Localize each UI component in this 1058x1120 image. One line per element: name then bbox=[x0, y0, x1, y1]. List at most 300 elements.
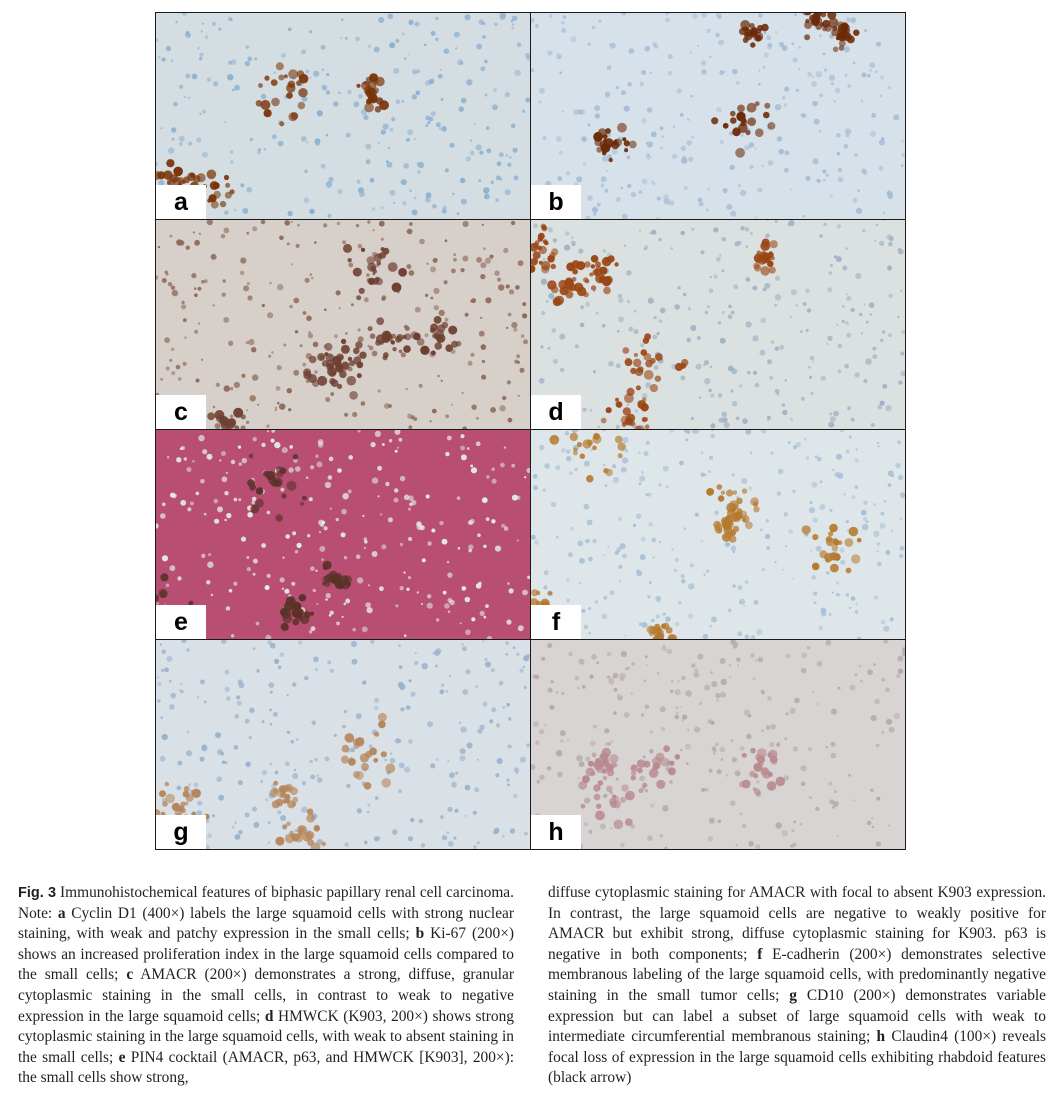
stained-cell bbox=[378, 721, 386, 729]
stained-cell bbox=[573, 447, 577, 451]
cell-nucleus bbox=[633, 524, 636, 527]
stained-cell bbox=[314, 825, 320, 831]
stained-cell bbox=[764, 103, 770, 109]
figure-panel-a bbox=[155, 12, 531, 220]
cell-nucleus bbox=[401, 352, 406, 357]
cell-nucleus bbox=[585, 539, 590, 544]
cell-nucleus bbox=[274, 659, 279, 664]
stained-cell bbox=[322, 582, 326, 586]
stained-cell bbox=[838, 540, 843, 545]
cell-nucleus bbox=[566, 599, 570, 603]
cell-nucleus bbox=[557, 772, 563, 778]
cell-nucleus bbox=[200, 757, 205, 762]
cell-nucleus bbox=[471, 467, 477, 473]
cell-nucleus bbox=[715, 743, 719, 747]
cell-nucleus bbox=[856, 448, 858, 450]
cell-nucleus bbox=[720, 747, 726, 753]
caption-segment: Claudin4 (100×) reveals focal loss of expression in the large squamoid cells exhibiting rhabdoid features (black arrow) bbox=[548, 1028, 1046, 1087]
cell-nucleus bbox=[388, 14, 394, 20]
cell-nucleus bbox=[870, 789, 873, 792]
cell-nucleus bbox=[462, 256, 468, 262]
cell-nucleus bbox=[433, 288, 439, 294]
stained-cell bbox=[241, 414, 246, 419]
cell-nucleus bbox=[415, 22, 420, 27]
cell-nucleus bbox=[178, 761, 183, 766]
cell-nucleus bbox=[819, 626, 823, 630]
cell-nucleus bbox=[262, 720, 265, 723]
cell-nucleus bbox=[831, 82, 834, 85]
cell-nucleus bbox=[523, 339, 528, 344]
stained-cell bbox=[822, 27, 827, 32]
cell-nucleus bbox=[812, 76, 814, 78]
cell-nucleus bbox=[830, 194, 833, 197]
stained-cell bbox=[849, 527, 859, 537]
cell-nucleus bbox=[204, 513, 207, 516]
cell-nucleus bbox=[792, 843, 796, 847]
cell-nucleus bbox=[217, 506, 223, 512]
cell-nucleus bbox=[325, 397, 330, 402]
stained-cell bbox=[650, 384, 658, 392]
cell-nucleus bbox=[738, 184, 740, 186]
stained-cell bbox=[184, 802, 188, 806]
cell-nucleus bbox=[736, 844, 738, 846]
cell-nucleus bbox=[742, 418, 748, 424]
cell-nucleus bbox=[447, 436, 452, 441]
cell-nucleus bbox=[520, 757, 526, 763]
cell-nucleus bbox=[224, 519, 226, 521]
figure-panel-h bbox=[530, 639, 906, 850]
cell-nucleus bbox=[793, 445, 797, 449]
cell-nucleus bbox=[676, 712, 678, 714]
cell-nucleus bbox=[419, 384, 423, 388]
stained-cell bbox=[339, 371, 347, 379]
cell-nucleus bbox=[453, 258, 457, 262]
cell-nucleus bbox=[242, 458, 247, 463]
cell-nucleus bbox=[496, 175, 501, 180]
cell-nucleus bbox=[827, 336, 832, 341]
cell-nucleus bbox=[342, 616, 344, 618]
cell-nucleus bbox=[647, 153, 650, 156]
stained-cell bbox=[605, 128, 611, 134]
cell-nucleus bbox=[253, 822, 259, 828]
cell-nucleus bbox=[811, 392, 814, 395]
cell-nucleus bbox=[218, 28, 221, 31]
cell-nucleus bbox=[584, 461, 590, 467]
cell-nucleus bbox=[475, 685, 478, 688]
cell-nucleus bbox=[539, 775, 544, 780]
cell-nucleus bbox=[814, 119, 820, 125]
cell-nucleus bbox=[777, 742, 780, 745]
cell-nucleus bbox=[653, 539, 655, 541]
cell-nucleus bbox=[877, 445, 879, 447]
cell-nucleus bbox=[639, 476, 645, 482]
cell-nucleus bbox=[330, 392, 334, 396]
stained-cell bbox=[761, 767, 769, 775]
cell-nucleus bbox=[828, 422, 834, 428]
cell-nucleus bbox=[308, 331, 311, 334]
cell-nucleus bbox=[238, 830, 243, 835]
cell-nucleus bbox=[830, 416, 836, 422]
cell-nucleus bbox=[647, 835, 653, 841]
stained-cell bbox=[537, 246, 542, 251]
stained-cell bbox=[611, 141, 619, 149]
cell-nucleus bbox=[162, 555, 168, 561]
cell-nucleus bbox=[665, 616, 671, 622]
cell-nucleus bbox=[801, 397, 805, 401]
cell-nucleus bbox=[718, 40, 724, 46]
cell-nucleus bbox=[847, 84, 851, 88]
cell-nucleus bbox=[329, 457, 334, 462]
cell-nucleus bbox=[481, 375, 486, 380]
cell-nucleus bbox=[482, 224, 484, 226]
cell-nucleus bbox=[627, 404, 629, 406]
cell-nucleus bbox=[460, 748, 466, 754]
cell-nucleus bbox=[879, 241, 884, 246]
cell-nucleus bbox=[836, 582, 839, 585]
cell-nucleus bbox=[238, 679, 243, 684]
cell-nucleus bbox=[433, 258, 438, 263]
cell-nucleus bbox=[427, 594, 431, 598]
cell-nucleus bbox=[687, 338, 691, 342]
stained-cell bbox=[276, 470, 283, 477]
cell-nucleus bbox=[400, 707, 404, 711]
cell-nucleus bbox=[287, 731, 290, 734]
cell-nucleus bbox=[713, 753, 715, 755]
cell-nucleus bbox=[309, 630, 312, 633]
cell-nucleus bbox=[733, 642, 739, 648]
cell-nucleus bbox=[692, 13, 697, 18]
cell-nucleus bbox=[624, 106, 630, 112]
cell-nucleus bbox=[251, 347, 256, 352]
cell-nucleus bbox=[589, 675, 593, 679]
cell-nucleus bbox=[511, 322, 517, 328]
stained-cell bbox=[595, 811, 605, 821]
cell-nucleus bbox=[731, 389, 734, 392]
cell-nucleus bbox=[207, 833, 212, 838]
stained-cell bbox=[769, 251, 773, 255]
stained-cell bbox=[224, 175, 229, 180]
stained-cell bbox=[404, 333, 411, 340]
cell-nucleus bbox=[800, 765, 806, 771]
cell-nucleus bbox=[218, 795, 224, 801]
figure-panel-b bbox=[530, 12, 906, 220]
cell-nucleus bbox=[659, 319, 663, 323]
cell-nucleus bbox=[326, 181, 332, 187]
stained-cell bbox=[306, 814, 315, 823]
cell-nucleus bbox=[483, 187, 489, 193]
cell-nucleus bbox=[476, 257, 482, 263]
cell-nucleus bbox=[674, 569, 677, 572]
cell-nucleus bbox=[253, 647, 256, 650]
cell-nucleus bbox=[551, 680, 554, 683]
cell-nucleus bbox=[235, 822, 237, 824]
stained-cell bbox=[285, 834, 295, 844]
cell-nucleus bbox=[230, 387, 233, 390]
stained-cell bbox=[381, 751, 387, 757]
cell-nucleus bbox=[506, 620, 511, 625]
stained-cell bbox=[726, 489, 733, 496]
stained-cell bbox=[430, 328, 436, 334]
figure-panel-e bbox=[155, 429, 531, 640]
cell-nucleus bbox=[160, 127, 162, 129]
cell-nucleus bbox=[690, 51, 692, 53]
cell-nucleus bbox=[877, 542, 880, 545]
cell-nucleus bbox=[310, 465, 314, 469]
cell-nucleus bbox=[267, 574, 271, 578]
cell-nucleus bbox=[224, 385, 230, 391]
cell-nucleus bbox=[501, 524, 505, 528]
cell-nucleus bbox=[415, 307, 421, 313]
cell-nucleus bbox=[162, 734, 168, 740]
cell-nucleus bbox=[721, 679, 727, 685]
cell-nucleus bbox=[746, 734, 751, 739]
cell-nucleus bbox=[788, 441, 791, 444]
cell-nucleus bbox=[292, 773, 298, 779]
cell-nucleus bbox=[404, 325, 408, 329]
cell-nucleus bbox=[171, 127, 176, 132]
cell-nucleus bbox=[578, 249, 583, 254]
stained-cell bbox=[603, 776, 608, 781]
cell-nucleus bbox=[731, 473, 735, 477]
cell-nucleus bbox=[333, 101, 338, 106]
cell-nucleus bbox=[505, 653, 508, 656]
stained-cell bbox=[378, 713, 387, 722]
stained-cell bbox=[281, 623, 289, 631]
cell-nucleus bbox=[447, 561, 449, 563]
cell-nucleus bbox=[482, 22, 485, 25]
cell-nucleus bbox=[513, 794, 517, 798]
stained-cell bbox=[375, 106, 382, 113]
cell-nucleus bbox=[541, 657, 545, 661]
cell-nucleus bbox=[494, 23, 498, 27]
cell-nucleus bbox=[416, 91, 421, 96]
cell-nucleus bbox=[284, 220, 290, 226]
cell-nucleus bbox=[430, 297, 433, 300]
cell-nucleus bbox=[662, 805, 668, 811]
cell-nucleus bbox=[901, 496, 903, 498]
cell-nucleus bbox=[701, 788, 705, 792]
cell-nucleus bbox=[709, 56, 711, 58]
cell-nucleus bbox=[782, 830, 788, 836]
stained-cell bbox=[637, 759, 646, 768]
cell-nucleus bbox=[450, 143, 455, 148]
cell-nucleus bbox=[788, 224, 791, 227]
stained-cell bbox=[838, 32, 847, 41]
cell-nucleus bbox=[535, 24, 539, 28]
cell-nucleus bbox=[246, 187, 252, 193]
cell-nucleus bbox=[388, 517, 393, 522]
cell-nucleus bbox=[855, 610, 859, 614]
cell-nucleus bbox=[793, 746, 798, 751]
panel-label-b: b bbox=[531, 185, 581, 219]
cell-nucleus bbox=[470, 139, 472, 141]
cell-nucleus bbox=[790, 316, 792, 318]
stained-cell bbox=[711, 117, 718, 124]
stained-cell bbox=[342, 362, 349, 369]
cell-nucleus bbox=[515, 285, 520, 290]
cell-nucleus bbox=[732, 584, 736, 588]
cell-nucleus bbox=[721, 758, 724, 761]
cell-nucleus bbox=[356, 713, 362, 719]
cell-nucleus bbox=[872, 354, 877, 359]
stained-cell bbox=[577, 442, 582, 447]
cell-nucleus bbox=[212, 814, 215, 817]
cell-nucleus bbox=[484, 658, 487, 661]
stained-cell bbox=[165, 782, 170, 787]
cell-nucleus bbox=[893, 114, 899, 120]
cell-nucleus bbox=[470, 151, 474, 155]
cell-nucleus bbox=[301, 52, 303, 54]
stained-cell bbox=[303, 371, 311, 379]
cell-nucleus bbox=[390, 752, 393, 755]
cell-nucleus bbox=[358, 329, 361, 332]
cell-nucleus bbox=[212, 22, 216, 26]
cell-nucleus bbox=[758, 657, 763, 662]
cell-nucleus bbox=[171, 59, 174, 62]
cell-nucleus bbox=[336, 622, 340, 626]
caption-segment: Cyclin D1 (400×) labels the large squamoid cells with strong nuclear staining, with weak and patchy expression in the small cells; bbox=[18, 904, 514, 943]
cell-nucleus bbox=[546, 300, 549, 303]
cell-nucleus bbox=[588, 607, 591, 610]
cell-nucleus bbox=[631, 662, 635, 666]
cell-nucleus bbox=[647, 595, 650, 598]
cell-nucleus bbox=[267, 430, 269, 432]
cell-nucleus bbox=[715, 693, 720, 698]
cell-nucleus bbox=[234, 498, 238, 502]
cell-nucleus bbox=[483, 545, 486, 548]
cell-nucleus bbox=[283, 344, 286, 347]
stained-cell bbox=[288, 112, 297, 121]
cell-nucleus bbox=[224, 210, 228, 214]
cell-nucleus bbox=[675, 689, 681, 695]
cell-nucleus bbox=[886, 234, 891, 239]
cell-nucleus bbox=[588, 43, 591, 46]
cell-nucleus bbox=[561, 692, 564, 695]
stained-cell bbox=[833, 26, 837, 30]
cell-nucleus bbox=[291, 263, 293, 265]
stained-cell bbox=[641, 349, 648, 356]
stained-cell bbox=[566, 262, 575, 271]
stained-cell bbox=[586, 768, 595, 777]
cell-nucleus bbox=[579, 558, 585, 564]
cell-nucleus bbox=[231, 460, 235, 464]
cell-nucleus bbox=[588, 557, 593, 562]
cell-nucleus bbox=[460, 446, 465, 451]
cell-nucleus bbox=[364, 297, 369, 302]
cell-nucleus bbox=[650, 72, 652, 74]
cell-nucleus bbox=[885, 550, 890, 555]
cell-nucleus bbox=[429, 79, 434, 84]
cell-nucleus bbox=[862, 524, 868, 530]
cell-nucleus bbox=[430, 266, 436, 272]
cell-nucleus bbox=[465, 597, 471, 603]
cell-nucleus bbox=[556, 691, 559, 694]
stained-cell bbox=[551, 248, 558, 255]
stained-cell bbox=[730, 530, 736, 536]
stained-cell bbox=[256, 487, 264, 495]
cell-nucleus bbox=[344, 602, 347, 605]
cell-nucleus bbox=[558, 56, 561, 59]
cell-nucleus bbox=[561, 448, 566, 453]
cell-nucleus bbox=[775, 347, 779, 351]
cell-nucleus bbox=[505, 189, 511, 195]
cell-nucleus bbox=[826, 571, 829, 574]
cell-nucleus bbox=[426, 263, 428, 265]
cell-nucleus bbox=[705, 788, 708, 791]
cell-nucleus bbox=[863, 379, 867, 383]
cell-nucleus bbox=[790, 708, 796, 714]
cell-nucleus bbox=[641, 714, 644, 717]
cell-nucleus bbox=[435, 38, 438, 41]
cell-nucleus bbox=[856, 208, 862, 214]
cell-nucleus bbox=[888, 333, 892, 337]
stained-cell bbox=[297, 70, 305, 78]
cell-nucleus bbox=[657, 332, 660, 335]
cell-nucleus bbox=[177, 576, 181, 580]
cell-nucleus bbox=[876, 42, 881, 47]
cell-nucleus bbox=[566, 171, 571, 176]
cell-nucleus bbox=[280, 815, 286, 821]
cell-nucleus bbox=[396, 100, 400, 104]
cell-nucleus bbox=[620, 187, 623, 190]
cell-nucleus bbox=[276, 386, 281, 391]
cell-nucleus bbox=[544, 570, 549, 575]
cell-nucleus bbox=[761, 729, 764, 732]
cell-nucleus bbox=[367, 220, 370, 223]
stained-cell bbox=[636, 385, 641, 390]
cell-nucleus bbox=[711, 616, 717, 622]
figure-panel-g bbox=[155, 639, 531, 850]
cell-nucleus bbox=[214, 499, 219, 504]
cell-nucleus bbox=[847, 406, 851, 410]
cell-nucleus bbox=[697, 336, 701, 340]
cell-nucleus bbox=[812, 575, 817, 580]
cell-nucleus bbox=[169, 359, 172, 362]
cell-nucleus bbox=[800, 330, 803, 333]
cell-nucleus bbox=[766, 546, 770, 550]
cell-nucleus bbox=[325, 757, 330, 762]
cell-nucleus bbox=[681, 231, 685, 235]
stained-cell bbox=[706, 488, 714, 496]
cell-nucleus bbox=[445, 452, 449, 456]
cell-nucleus bbox=[846, 520, 849, 523]
cell-nucleus bbox=[516, 354, 520, 358]
cell-nucleus bbox=[736, 417, 740, 421]
cell-nucleus bbox=[638, 451, 641, 454]
cell-nucleus bbox=[728, 305, 731, 308]
cell-nucleus bbox=[479, 725, 484, 730]
cell-nucleus bbox=[310, 775, 315, 780]
cell-nucleus bbox=[863, 170, 868, 175]
cell-nucleus bbox=[718, 820, 721, 823]
stained-cell bbox=[649, 749, 654, 754]
stained-cell bbox=[735, 511, 741, 517]
cell-nucleus bbox=[851, 596, 856, 601]
cell-nucleus bbox=[748, 486, 752, 490]
cell-nucleus bbox=[771, 452, 774, 455]
cell-nucleus bbox=[587, 520, 593, 526]
cell-nucleus bbox=[640, 554, 646, 560]
stained-cell bbox=[213, 191, 221, 199]
cell-nucleus bbox=[739, 812, 742, 815]
cell-nucleus bbox=[583, 162, 586, 165]
cell-nucleus bbox=[648, 522, 652, 526]
cell-nucleus bbox=[226, 513, 231, 518]
cell-nucleus bbox=[784, 87, 789, 92]
cell-nucleus bbox=[721, 237, 726, 242]
cell-nucleus bbox=[570, 527, 574, 531]
cell-nucleus bbox=[439, 521, 443, 525]
